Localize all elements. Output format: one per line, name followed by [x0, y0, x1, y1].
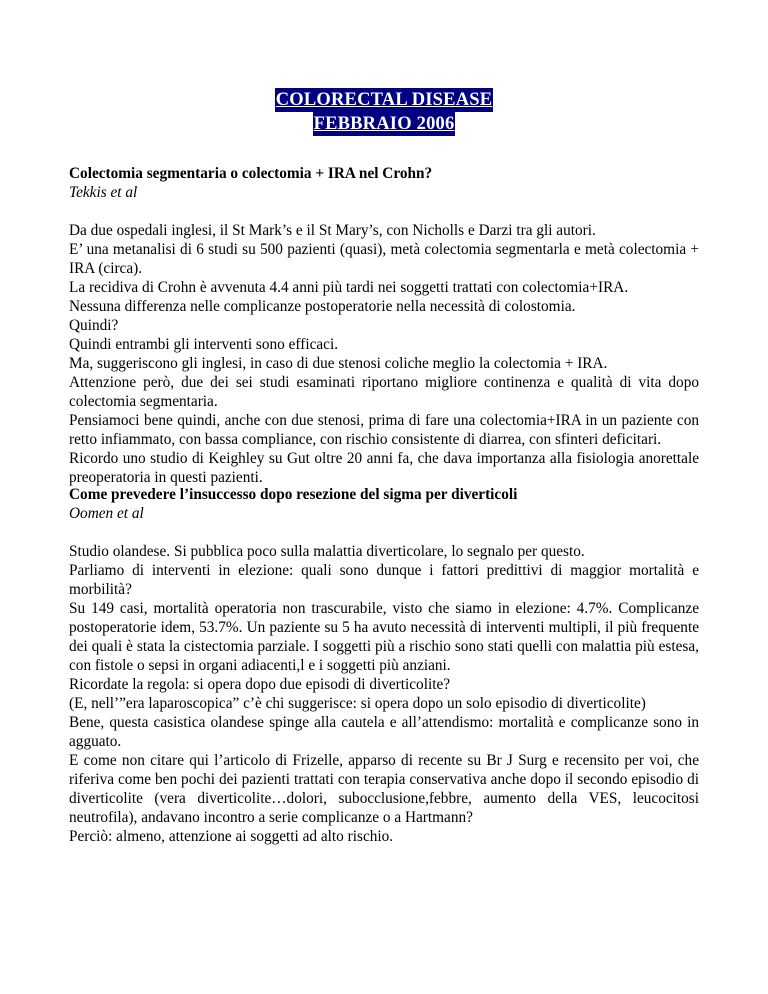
title-line-1: COLORECTAL DISEASE — [275, 90, 493, 110]
paragraph: Perciò: almeno, attenzione ai soggetti ad alto rischio. — [69, 828, 394, 845]
paragraph: Parliamo di interventi in elezione: quali sono dunque i fattori predittivi di maggior mortalità e morbilità? — [69, 562, 699, 598]
paragraph: (E, nell’”era laparoscopica” c’è chi suggerisce: si opera dopo un solo episodio di diverticolite) — [69, 695, 646, 712]
article-body — [69, 221, 699, 487]
article-heading: Colectomia segmentaria o colectomia + IRA nel Crohn? — [69, 165, 433, 182]
paragraph: Nessuna differenza nelle complicanze postoperatorie nella necessità di colostomia. — [69, 298, 576, 315]
paragraph: La recidiva di Crohn è avvenuta 4.4 anni più tardi nei soggetti trattati con colectomia+IRA. — [69, 279, 629, 296]
article-heading: Come prevedere l’insuccesso dopo resezione del sigma per diverticoli — [69, 486, 518, 503]
paragraph: Studio olandese. Si pubblica poco sulla malattia diverticolare, lo segnalo per questo. — [69, 543, 585, 560]
document-title — [0, 88, 768, 136]
article-body — [69, 542, 699, 846]
paragraph: Ma, suggeriscono gli inglesi, in caso di due stenosi coliche meglio la colectomia + IRA. — [69, 355, 608, 372]
paragraph: Quindi entrambi gli interventi sono efficaci. — [69, 336, 339, 353]
paragraph: Bene, questa casistica olandese spinge alla cautela e all’attendismo: mortalità e complicanze sono in agguato. — [69, 714, 699, 750]
title-line-2: FEBBRAIO 2006 — [313, 114, 455, 134]
paragraph: Ricordate la regola: si opera dopo due episodi di diverticolite? — [69, 676, 451, 693]
paragraph: Su 149 casi, mortalità operatoria non trascurabile, visto che siamo in elezione: 4.7%. Complicanze postoperatorie idem, 53.7%. Un paziente su 5 ha avuto necessità di interventi multipli, il più frequente dei quali è stata la cistectomia parziale. I soggetti più a rischio sono stati quelli con malattia più estesa, con fistole o sepsi in organi adiacenti,l e i soggetti più anziani. — [69, 600, 699, 674]
paragraph: Pensiamoci bene quindi, anche con due stenosi, prima di fare una colectomia+IRA in un paziente con retto infiammato, con bassa compliance, con rischio consistente di diarrea, con sfinteri deficitari. — [69, 412, 699, 448]
paragraph: Ricordo uno studio di Keighley su Gut oltre 20 anni fa, che dava importanza alla fisiologia anorettale preoperatoria in questi pazienti. — [69, 450, 699, 486]
paragraph: Attenzione però, due dei sei studi esaminati riportano migliore continenza e qualità di vita dopo colectomia segmentaria. — [69, 374, 699, 410]
article-2 — [69, 485, 699, 846]
paragraph: Quindi? — [69, 317, 119, 334]
article-authors: Oomen et al — [69, 505, 144, 522]
paragraph: E come non citare qui l’articolo di Frizelle, apparso di recente su Br J Surg e recensito per voi, che riferiva come ben pochi dei pazienti trattati con terapia conservativa anche dopo il secondo episodio di diverticolite (vera diverticolite…dolori, subocclusione,febbre, aumento della VES, leucocitosi neutrofila), andavano incontro a serie complicanze o a Hartmann? — [69, 752, 699, 826]
paragraph: Da due ospedali inglesi, il St Mark’s e il St Mary’s, con Nicholls e Darzi tra gli autori. — [69, 222, 596, 239]
article-1 — [69, 164, 699, 487]
paragraph: E’ una metanalisi di 6 studi su 500 pazienti (quasi), metà colectomia segmentarla e metà colectomia + IRA (circa). — [69, 241, 699, 277]
article-authors: Tekkis et al — [69, 184, 138, 201]
